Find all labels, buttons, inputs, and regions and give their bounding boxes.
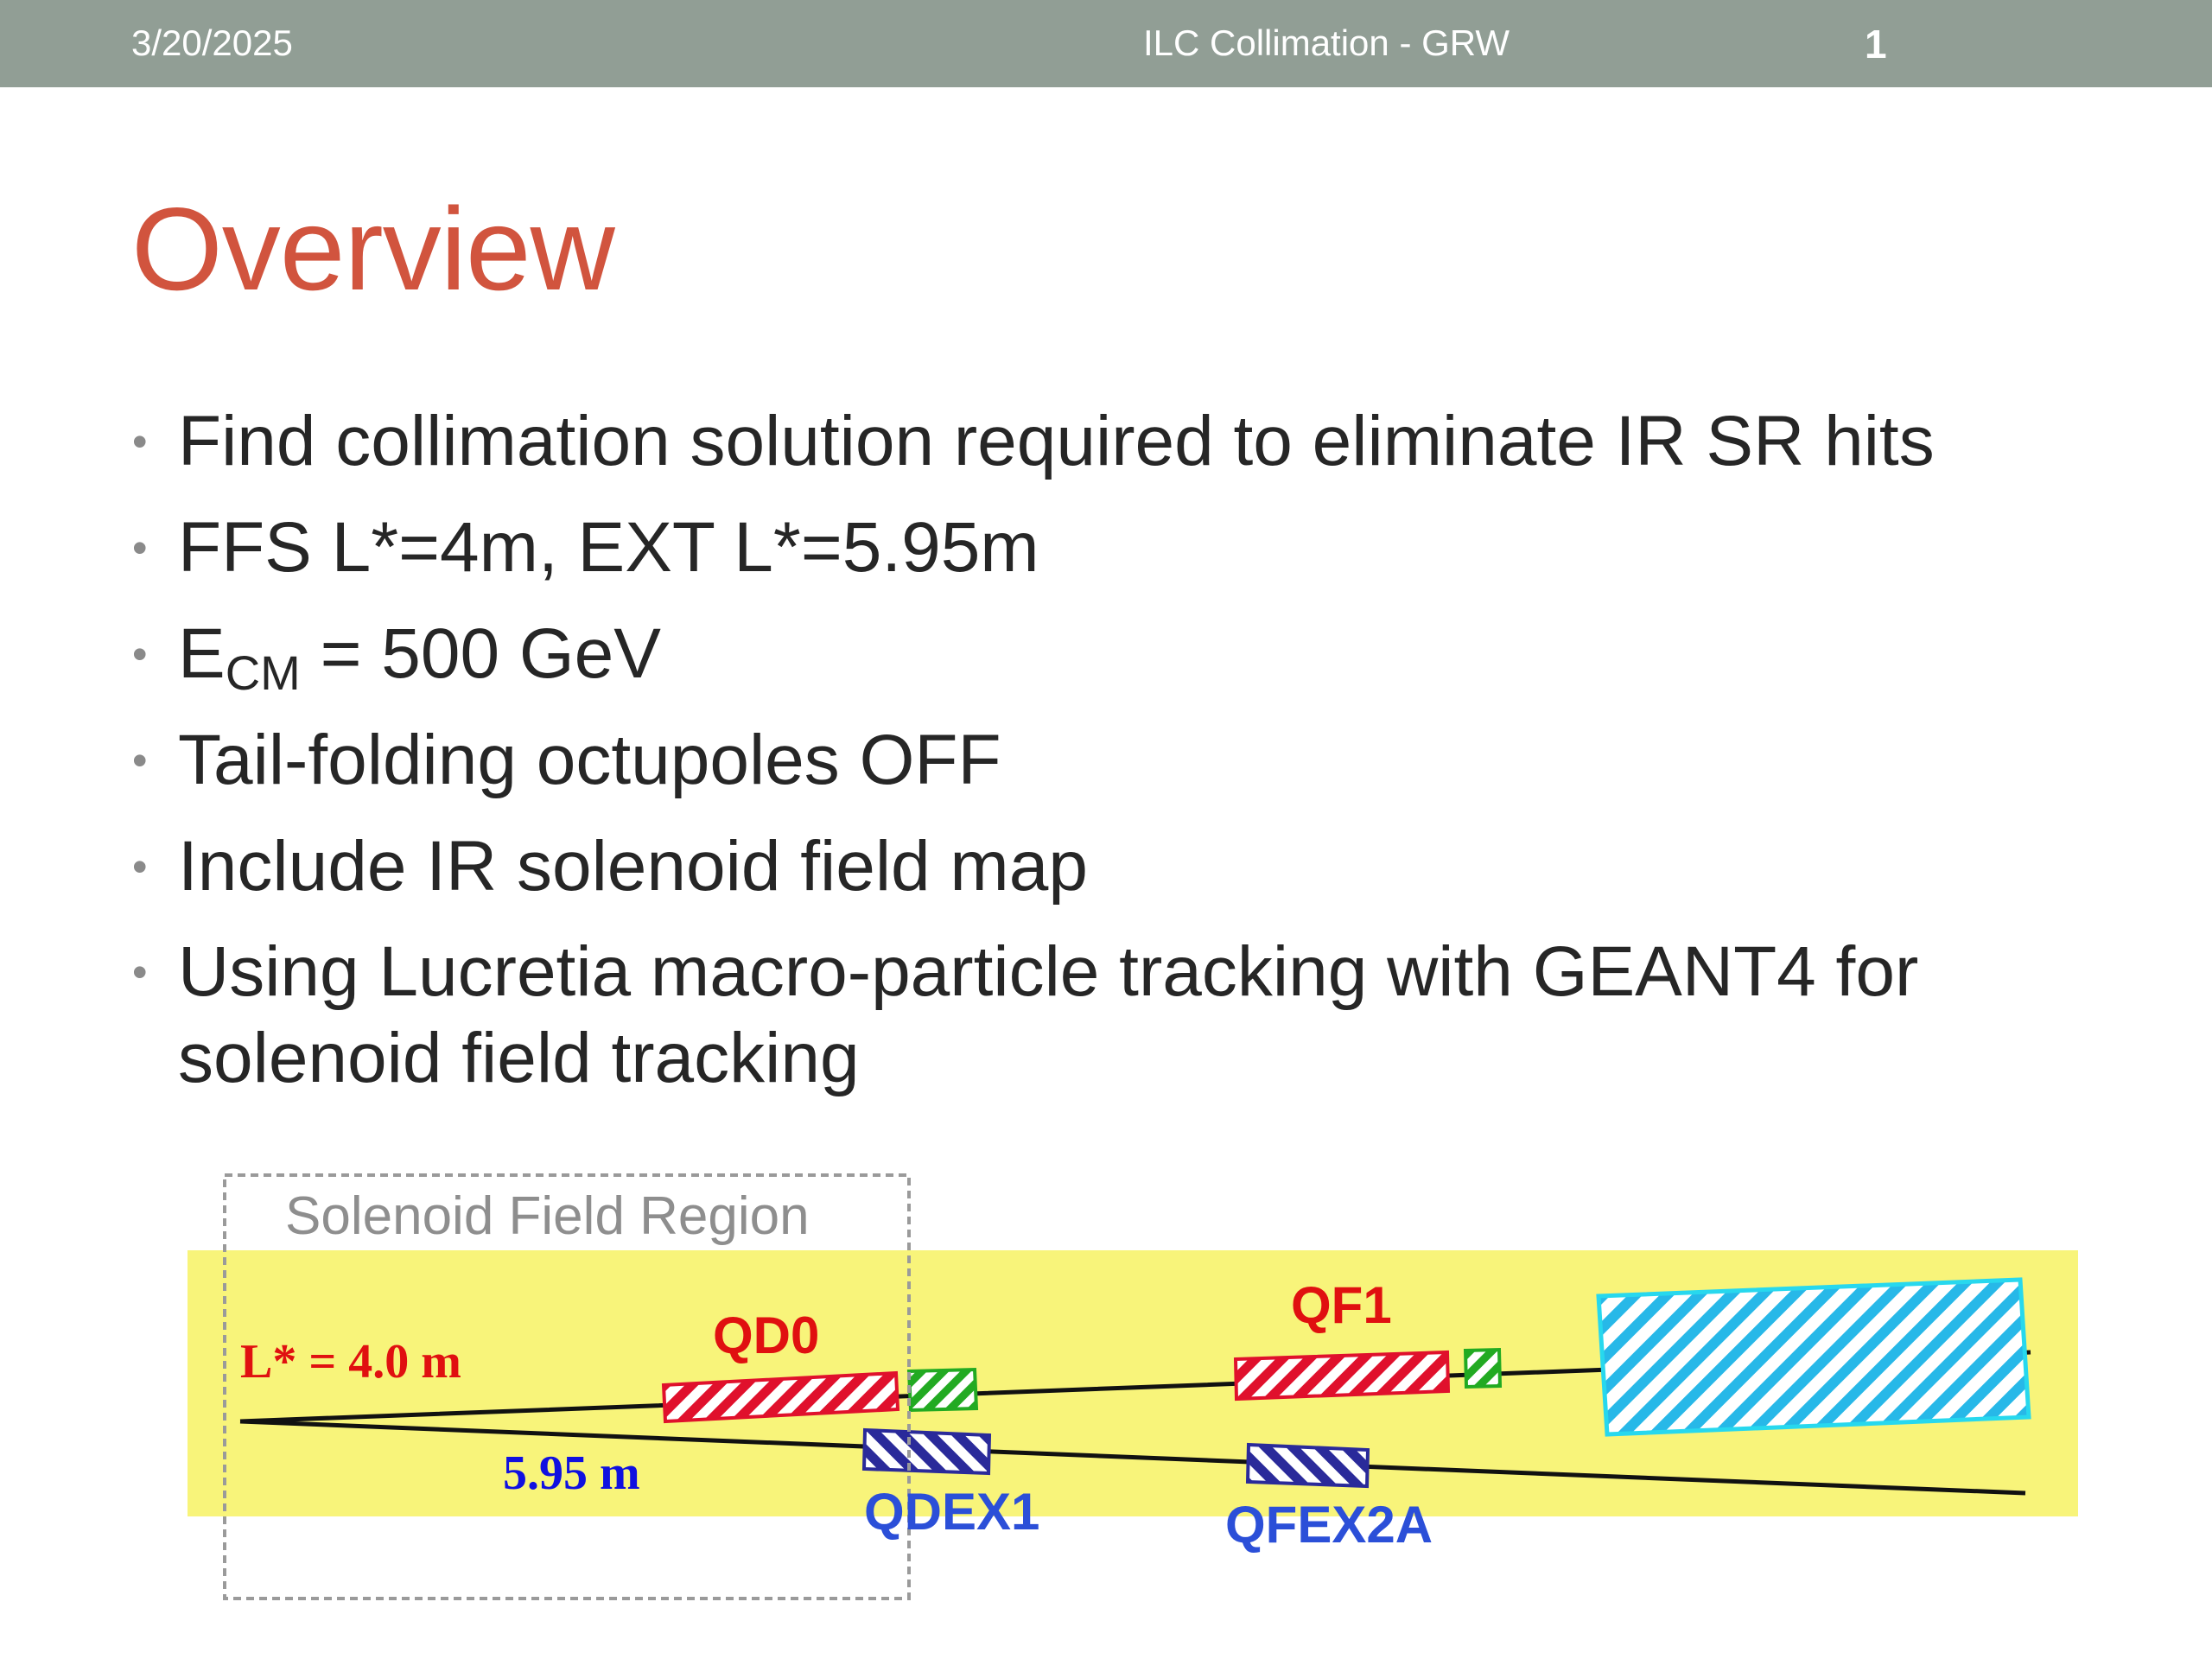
- energy-symbol: E: [178, 614, 226, 693]
- bullet-text: Using Lucretia macro-particle tracking with GEANT4 for solenoid field tracking: [178, 932, 1919, 1097]
- bullet-dot-icon: •: [132, 524, 148, 572]
- bullet-item: [130, 929, 2117, 1102]
- slide-header: [0, 0, 2212, 87]
- header-title: ILC Collimation - GRW: [1143, 22, 1510, 63]
- dump-element: [1599, 1280, 2029, 1434]
- bullet-item: [130, 504, 2117, 592]
- qfex2a-magnet: [1248, 1445, 1368, 1486]
- bullet-dot-icon: •: [132, 948, 148, 996]
- qfex2a-label: QFEX2A: [1225, 1496, 1433, 1554]
- slide-title: Overview: [131, 183, 614, 315]
- bullet-text-energy: [178, 614, 661, 700]
- bullet-dot-icon: •: [132, 417, 148, 466]
- bullet-item: [130, 823, 2117, 911]
- bullet-dot-icon: •: [132, 842, 148, 891]
- bullet-dot-icon: •: [132, 736, 148, 785]
- energy-value: = 500 GeV: [300, 614, 661, 693]
- slide-number: 1: [1865, 22, 1887, 67]
- bullet-text: Include IR solenoid field map: [178, 827, 1088, 906]
- bullet-text: Tail-folding octupoles OFF: [178, 721, 1001, 799]
- bullet-text: Find collimation solution required to eliminate IR SR hits: [178, 402, 1935, 480]
- qd0-corrector: [909, 1370, 976, 1410]
- bullet-item: [130, 610, 2117, 698]
- qdex1-magnet: [864, 1430, 989, 1473]
- ext-length-label: 5.95 m: [503, 1446, 640, 1500]
- header-date: 3/20/2025: [131, 22, 293, 63]
- qd0-label: QD0: [713, 1306, 820, 1364]
- qdex1-label: QDEX1: [864, 1483, 1040, 1541]
- solenoid-region-label: Solenoid Field Region: [285, 1186, 810, 1246]
- lstar-label: L* = 4.0 m: [240, 1335, 461, 1389]
- bullet-dot-icon: •: [132, 630, 148, 678]
- bullet-item: [130, 716, 2117, 804]
- qf1-magnet: [1236, 1352, 1448, 1399]
- qf1-label: QF1: [1291, 1276, 1392, 1334]
- energy-subscript: CM: [225, 645, 301, 700]
- bullet-item: [130, 397, 2117, 486]
- bullet-list: [130, 397, 2117, 1120]
- bullet-text: FFS L*=4m, EXT L*=5.95m: [178, 508, 1039, 587]
- qf1-corrector: [1465, 1350, 1500, 1387]
